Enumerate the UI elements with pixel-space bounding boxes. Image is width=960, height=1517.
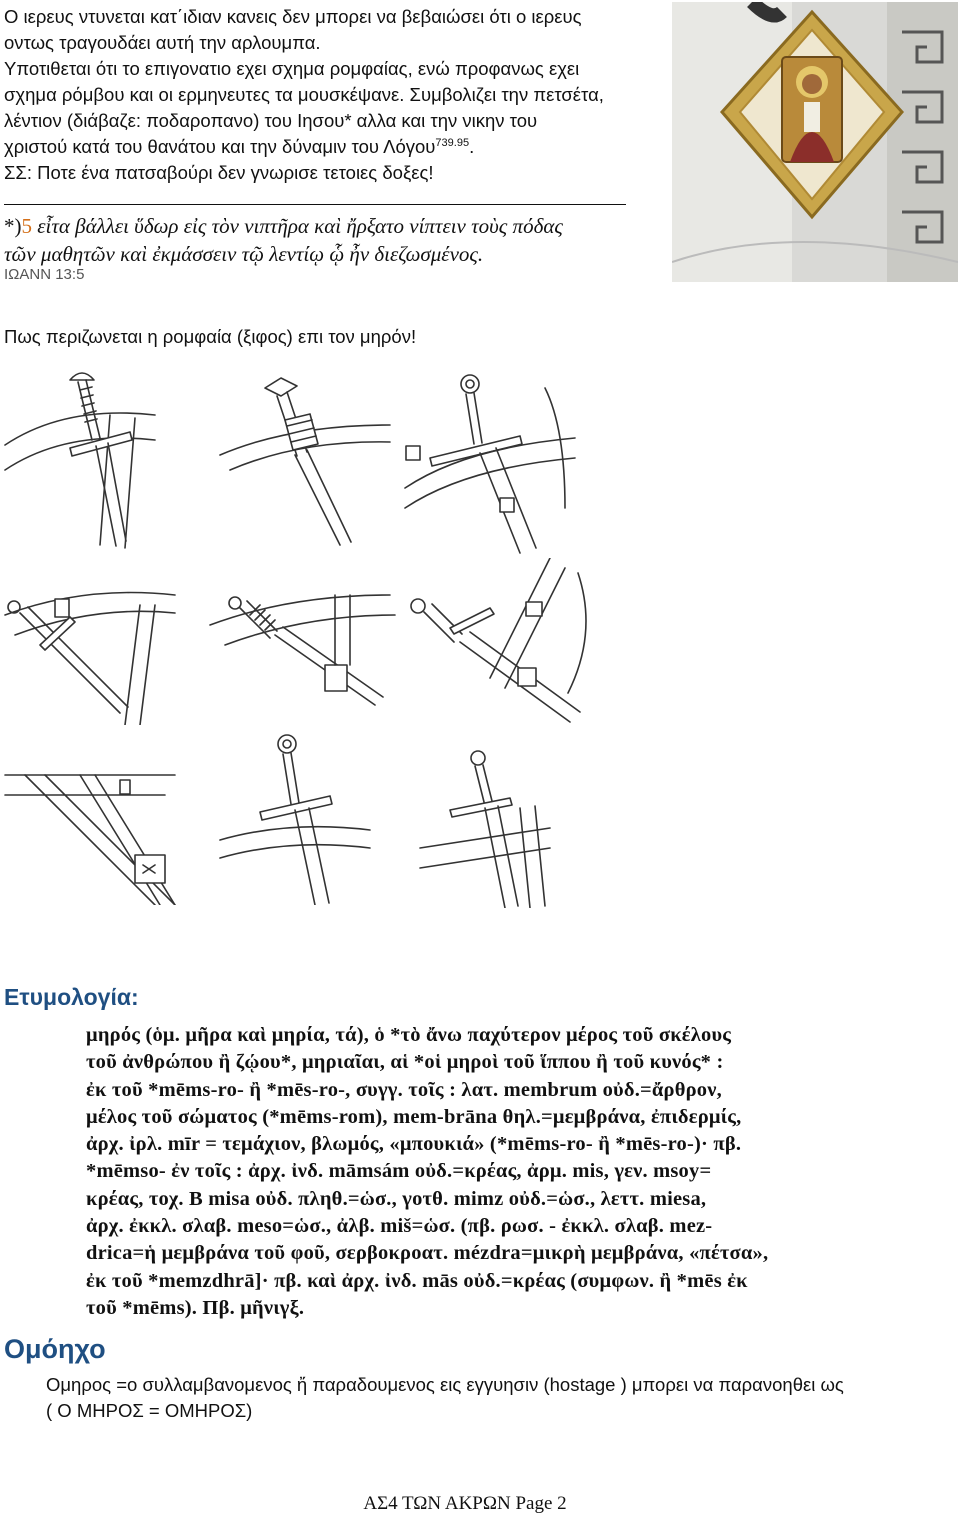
sword-drawing-8 <box>215 730 415 905</box>
homophone-line: ( Ο ΜΗΡΟΣ = ΟΜΗΡΟΣ) <box>46 1400 253 1421</box>
intro-line <box>4 134 664 160</box>
sword-drawing-2 <box>215 360 415 550</box>
sword-drawing-9 <box>400 748 600 908</box>
intro-line: Υποτιθεται ότι το επιγονατιο εχει σχημα ρομφαίας, ενώ προφανως εχει <box>4 58 580 79</box>
intro-line: λέντιον (διάβαζε: ποδαροπανο) του Ιησου* αλλα και την νικην του <box>4 110 538 131</box>
dictionary-entry <box>86 1022 838 1322</box>
sword-drawing-5 <box>205 565 405 725</box>
divider-rule <box>4 204 626 205</box>
dictionary-line: ἀρχ. ἐκκλ. σλαβ. meso=ὡσ., ἀλβ. miš=ὡσ. (πβ. ρωσ. - ἐκκλ. σλαβ. mez- <box>86 1215 713 1238</box>
homophone-text <box>46 1372 926 1424</box>
intro-paragraph <box>4 4 664 186</box>
epigonation-photo <box>672 2 958 282</box>
dictionary-line: drica=ἡ μεμβράνα τοῦ φοῦ, σερβοκροατ. mézdra=μικρὴ μεμβράνα, «πέτσα», <box>86 1242 769 1265</box>
intro-line: ΣΣ: Ποτε ένα πατσαβούρι δεν γνωρισε τετοιες δοξες! <box>4 162 434 183</box>
footnote-marker: *) <box>4 214 22 238</box>
homophone-heading: Ομόηχο <box>4 1334 106 1364</box>
intro-line: Ο ιερευς ντυνεται κατ΄ιδιαν κανεις δεν μπορει να βεβαιώσει ότι ο ιερευς <box>4 6 582 27</box>
epigonation-illustration <box>672 2 958 282</box>
sword-drawing-1 <box>0 360 200 550</box>
sword-drawing-3 <box>400 368 600 558</box>
dictionary-line: τοῦ ἀνθρώπου ἢ ζῴου*, μηριαῖαι, αἱ *οἱ μηροὶ τοῦ ἵππου ἢ τοῦ κυνός* : <box>86 1051 724 1074</box>
sword-drawing-4 <box>0 565 200 725</box>
period: . <box>469 136 475 157</box>
scripture-reference: ΙΩΑΝΝ 13:5 <box>4 266 85 283</box>
homophone-line: Ομηρος =ο συλλαμβανομενος ἤ παραδουμενος εις εγγυησιν (hostage ) μπορει να παρανοηθει ως <box>46 1374 844 1395</box>
etymology-heading: Ετυμολογία: <box>4 984 139 1010</box>
dictionary-line: ἀρχ. ἰρλ. mīr = τεμάχιον, βλωμός, «μπουκιά» (*mēms-ro- ἢ *mēs-ro-)· πβ. <box>86 1133 742 1156</box>
dictionary-line: ἐκ τοῦ *mēms-ro- ἢ *mēs-ro-, συγγ. τοῖς : λατ. membrum οὐδ.=ἄρθρον, <box>86 1078 722 1101</box>
dictionary-line: μέλος τοῦ σώματος (*mēms-rom), mem-brāna θηλ.=μεμβράνα, ἐπιδερμίς, <box>86 1105 742 1128</box>
dictionary-line: τοῦ *mēms). Πβ. μῆνιγξ. <box>86 1296 305 1319</box>
intro-line: οντως τραγουδάει αυτή την αρλουμπα. <box>4 32 321 53</box>
dictionary-line: μηρός (ὁμ. μῆρα καὶ μηρία, τά), ὁ *τὸ ἄνω παχύτερον μέρος τοῦ σκέλους <box>86 1024 732 1046</box>
sword-drawing-6 <box>400 558 600 738</box>
intro-line: σχημα ρόμβου και οι ερμηνευτες τα μουσκέψανε. Συμβολιζει την πετσέτα, <box>4 84 604 105</box>
verse-number: 5 <box>21 214 32 238</box>
footnote-ref: 739.95 <box>435 136 470 149</box>
sword-drawing-7 <box>0 735 200 905</box>
dictionary-line: ἐκ τοῦ *memzdhrā]· πβ. καὶ ἀρχ. ἰνδ. mās οὐδ.=κρέας (συμφων. ἢ *mēs ἐκ <box>86 1269 748 1292</box>
page-footer: ΑΣ4 ΤΩΝ ΑΚΡΩΝ Page 2 <box>363 1493 567 1514</box>
dictionary-line: κρέας, τοχ. B misa οὐδ. πληθ.=ὡσ., γοτθ. mimz οὐδ.=ὡσ., λεττ. miesa, <box>86 1187 707 1210</box>
sword-caption: Πως περιζωνεται η ρομφαία (ξιφος) επι τον μηρόν! <box>4 326 417 347</box>
quote-line <box>4 212 664 240</box>
intro-text: χριστού κατά του θανάτου και την δύναμιν του Λόγου <box>4 136 436 157</box>
quote-text: εἶτα βάλλει ὕδωρ εἰς τὸν νιπτῆρα καὶ ἤρξατο νίπτειν τοὺς πόδας <box>32 214 563 238</box>
scripture-quote <box>4 212 664 268</box>
quote-line: τῶν μαθητῶν καὶ ἐκμάσσειν τῷ λεντίῳ ᾧ ἦν διεζωσμένος. <box>4 242 484 266</box>
dictionary-line: *mēmso- ἐν τοῖς : ἀρχ. ἰνδ. māmsám οὐδ.=κρέας, ἀρμ. mis, γεν. msoy= <box>86 1160 712 1183</box>
